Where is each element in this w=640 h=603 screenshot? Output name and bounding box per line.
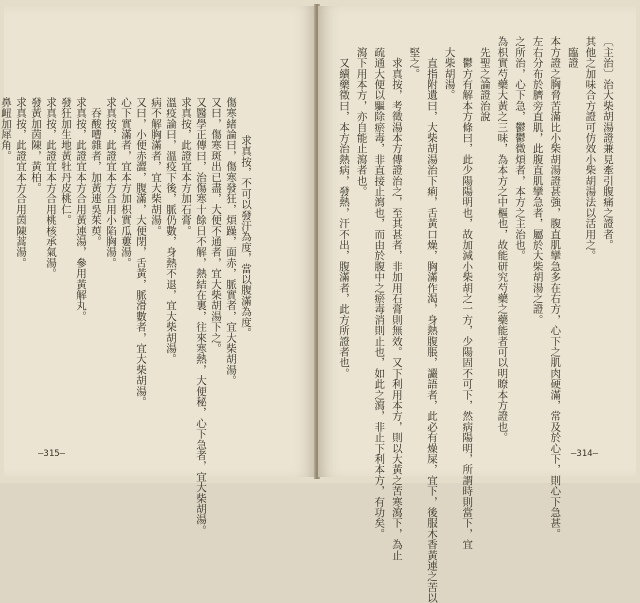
text-column: 溫疫論曰，溫疫下後，脈仍數，身熱不退，宜大柴胡湯。 [165, 86, 177, 365]
text-column: 求真按，考徵湯本方傳證治之，至其甚者，非加用石膏則無效。又下利用本方，則以大黃之苦寒瀉下，為止 [390, 36, 403, 561]
text-column: 傷寒緒論曰，傷寒發狂，煩躁，面赤，脈實者，宜大柴胡湯。 [225, 86, 237, 386]
text-column: 左右分布於臍旁直肌，此腹直肌攣急者，屬於大柴胡湯之證。 [531, 36, 544, 325]
text-column: 鼻衄加犀角。 [0, 86, 12, 161]
left-page-number: —315— [38, 449, 66, 459]
text-column: 心下實滿者，宜本方加枳實瓜蔞湯。 [120, 86, 132, 268]
right-page-number: —314— [570, 449, 598, 459]
text-column: 為枳實芍藥大黃之三味，為本方之中樞也，故能研究芍藥之藥能者可以明瞭本方證也。 [496, 36, 509, 443]
text-column: 臨證 [566, 36, 579, 69]
text-column: 發狂加生地黃牡丹皮桃仁。 [60, 86, 72, 226]
text-column: 又醫學正傳曰，治傷寒十餘日不解，熱結在裏，往來寒熱，大便秘，心下急者，宜大柴胡湯。 [195, 86, 207, 536]
text-column: 先聖之論證治說 [478, 36, 491, 122]
text-column: 求真按，此證宜本方合用茵陳蒿湯。 [15, 86, 27, 268]
text-column: 又曰，小便赤澀，腹滿，大便閉，舌黃，脈滑數者，宜大柴胡湯。 [135, 86, 147, 407]
text-column: 求真按，此證宜本方合用桃核承氣湯。 [45, 86, 57, 279]
text-column: 之所治，心下急，鬱鬱微煩者，本方之主治也。 [514, 36, 526, 261]
text-column: 又續藥徵曰，本方治熱病，發熱，汗不出，腹滿者，此方所證者也。 [338, 36, 350, 379]
text-column: 〔主治〕治大柴胡湯證兼見牽引腹痛之證者。 [602, 36, 614, 250]
text-column: 瀉下用本方，亦自能止瀉者也。 [355, 36, 368, 197]
text-column: 又曰，傷寒斑出已盡，大便不通者，宜大柴胡湯下之。 [210, 86, 222, 354]
text-column: 病不解胸滿者，宜大柴胡湯。 [150, 86, 162, 236]
text-column: 疏通大便以驅除瘀毒，非直接止瀉也，而由於腹中之瘀毒消則止也，如此之瀉，非止下利本方，有功矣。 [373, 36, 386, 539]
text-column: 鬱方有解本方條曰，此少陽陽明也，故加減小柴胡之一方，少陽固不可下，然病陽明，所謂時則當下，宜 [461, 36, 474, 550]
text-column: 堅之。 [408, 36, 421, 79]
text-column: 其他之加味合方證可仿效小柴胡湯法以活用之。 [584, 36, 597, 261]
right-page [318, 6, 636, 603]
text-column: 求真按，不可以發汗為度，當以腹滿為度。 [240, 124, 252, 338]
left-page [0, 6, 316, 536]
text-column: 直指附遺曰，大柴胡湯治下痢，舌黃口燥，胸滿作渴，身熱腹脹，讝語者，此必有燥屎，宜下，後服木香黃連之苦以 [426, 36, 438, 603]
text-column: 本方證之胸脅苦滿比小柴胡湯證甚強，腹直肌攣急多在右方，心下之肌肉硬滿，常及於心下，則心下急甚。 [549, 36, 562, 539]
text-column: 求真按，此證宜本方加石膏。 [180, 86, 192, 236]
text-column: 求真按，此證宜本方合用小陷胸湯。 [105, 86, 117, 268]
text-column: 求真按，此證宜本方合用黃連湯，參用黃解丸。 [75, 86, 87, 322]
text-column: 吞酸嘈雜者，加黃連吳茱萸。 [90, 86, 102, 247]
text-column: 發黃加茵陳，黃柏。 [30, 86, 42, 193]
text-column: 大柴胡湯。 [443, 36, 456, 101]
